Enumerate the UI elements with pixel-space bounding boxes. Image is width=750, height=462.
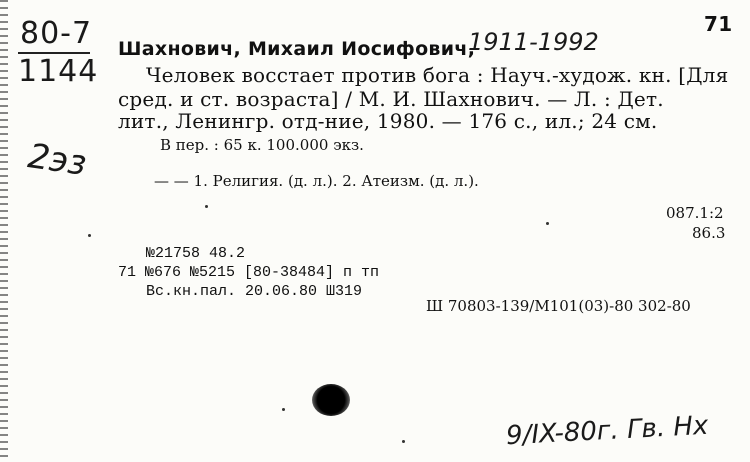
- title-line-3: лит., Ленингр. отд-ние, 1980. — 176 с., ил.; 24 см.: [118, 109, 658, 133]
- handwritten-mark: 2эз: [25, 136, 89, 184]
- classification-1: 087.1:2: [666, 204, 724, 222]
- classification-2: 86.3: [692, 224, 726, 242]
- handwritten-years: 1911-1992: [468, 28, 599, 56]
- record-line-3: Вс.кн.пал. 20.06.80 Ш319: [146, 283, 363, 300]
- speck: [88, 234, 91, 237]
- title-line-1: Человек восстает против бога : Науч.-худож. кн. [Для: [146, 63, 729, 87]
- record-line-2: 71 №676 №5215 [80-38484] п тп: [118, 264, 380, 281]
- handwritten-callnumber-bottom: 1144: [18, 54, 99, 89]
- speck: [205, 205, 208, 208]
- speck: [546, 222, 549, 225]
- speck: [282, 408, 285, 411]
- punch-hole: [312, 384, 350, 416]
- binding-price: В пер. : 65 к. 100.000 экз.: [160, 136, 364, 154]
- speck: [402, 440, 405, 443]
- author-heading: Шахнович, Михаил Иосифович,: [118, 38, 476, 60]
- handwritten-callnumber-top: 80-7: [20, 16, 93, 51]
- page-number: 71: [704, 12, 733, 36]
- record-line-1: №21758 48.2: [146, 245, 246, 262]
- card-torn-edge: [0, 0, 8, 462]
- handwritten-bottom-note: 9/IX-80г. Гв. Нх: [505, 410, 709, 452]
- subject-headings: — — 1. Религия. (д. л.). 2. Атеизм. (д. л.).: [154, 172, 479, 190]
- code-line: Ш 70803-139/М101(03)-80 302-80: [426, 297, 691, 315]
- title-line-2: сред. и ст. возраста] / М. И. Шахнович. — Л. : Дет.: [118, 87, 664, 111]
